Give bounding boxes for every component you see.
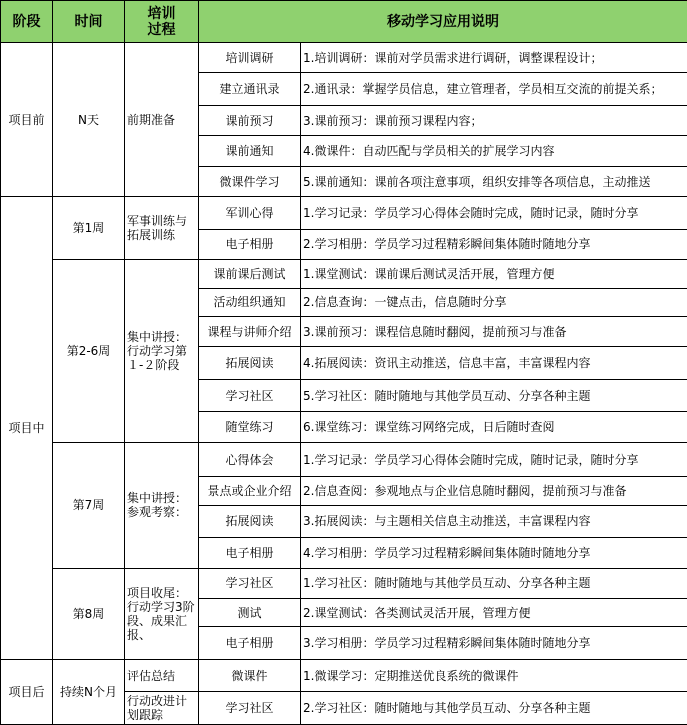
header-row <box>1 1 687 43</box>
table-row <box>1 260 687 288</box>
table-row <box>1 568 687 598</box>
desc-cell: 1.培训调研：课前对学员需求进行调研，调整课程设计； <box>301 43 687 73</box>
desc-cell: 3.学习相册：学员学习过程精彩瞬间集体随时随地分享 <box>301 627 687 659</box>
desc-cell: 5.学习社区：随时随地与其他学员互动、分享各种主题 <box>301 379 687 411</box>
process-cell: 评估总结 <box>125 659 199 691</box>
process-cell: 项目收尾：行动学习3阶段、成果汇报、 <box>125 568 199 659</box>
header-stage: 阶段 <box>1 1 53 43</box>
desc-cell: 1.课堂测试：课前课后测试灵活开展，管理方便 <box>301 260 687 288</box>
item-cell: 活动组织通知 <box>199 288 301 316</box>
time-cell: 第2-6周 <box>53 260 125 443</box>
item-cell: 心得体会 <box>199 442 301 477</box>
process-cell: 前期准备 <box>125 43 199 197</box>
item-cell: 拓展阅读 <box>199 505 301 537</box>
process-cell: 集中讲授：行动学习第１-２阶段 <box>125 260 199 443</box>
desc-cell: 5.课前通知：课前各项注意事项，组织安排等各项信息，主动推送 <box>301 166 687 196</box>
item-cell: 课程与讲师介绍 <box>199 316 301 346</box>
desc-cell: 2.信息查阅：参观地点与企业信息随时翻阅，提前预习与准备 <box>301 477 687 505</box>
table-row <box>1 197 687 229</box>
time-cell: 持续N个月 <box>53 659 125 724</box>
item-cell: 课前课后测试 <box>199 260 301 288</box>
time-cell: 第8周 <box>53 568 125 659</box>
item-cell: 电子相册 <box>199 627 301 659</box>
desc-cell: 1.学习记录：学员学习心得体会随时完成，随时记录，随时分享 <box>301 442 687 477</box>
item-cell: 学习社区 <box>199 692 301 725</box>
desc-cell: 1.学习社区：随时随地与其他学员互动、分享各种主题 <box>301 568 687 598</box>
time-cell: 第1周 <box>53 197 125 260</box>
desc-cell: 3.课前预习：课前预习课程内容； <box>301 105 687 135</box>
desc-cell: 3.拓展阅读：与主题相关信息主动推送，丰富课程内容 <box>301 505 687 537</box>
item-cell: 景点或企业介绍 <box>199 477 301 505</box>
item-cell: 学习社区 <box>199 568 301 598</box>
item-cell: 课前通知 <box>199 136 301 166</box>
header-process <box>125 1 199 43</box>
item-cell: 学习社区 <box>199 379 301 411</box>
header-process-line1: 培训 <box>147 5 176 22</box>
item-cell: 军训心得 <box>199 197 301 229</box>
item-cell: 随堂练习 <box>199 412 301 442</box>
item-cell: 培训调研 <box>199 43 301 73</box>
table-row <box>1 43 687 73</box>
stage-cell: 项目中 <box>1 197 53 660</box>
item-cell: 拓展阅读 <box>199 347 301 379</box>
item-cell: 建立通讯录 <box>199 73 301 105</box>
desc-cell: 2.通讯录：掌握学员信息，建立管理者，学员相互交流的前提关系； <box>301 73 687 105</box>
item-cell: 电子相册 <box>199 538 301 568</box>
header-process-line2: 过程 <box>147 21 176 38</box>
stage-cell: 项目后 <box>1 659 53 724</box>
desc-cell: 1.学习记录：学员学习心得体会随时完成，随时记录，随时分享 <box>301 197 687 229</box>
item-cell: 测试 <box>199 599 301 627</box>
header-desc: 移动学习应用说明 <box>199 1 687 43</box>
desc-cell: 4.学习相册：学员学习过程精彩瞬间集体随时随地分享 <box>301 538 687 568</box>
desc-cell: 4.微课件：自动匹配与学员相关的扩展学习内容 <box>301 136 687 166</box>
item-cell: 微课件 <box>199 659 301 691</box>
desc-cell: 2.信息查询：一键点击，信息随时分享 <box>301 288 687 316</box>
desc-cell: 1.微课学习：定期推送优良系统的微课件 <box>301 659 687 691</box>
desc-cell: 3.课前预习：课程信息随时翻阅，提前预习与准备 <box>301 316 687 346</box>
process-cell: 集中讲授：参观考察： <box>125 442 199 568</box>
time-cell: 第7周 <box>53 442 125 568</box>
stage-cell: 项目前 <box>1 43 53 197</box>
item-cell: 微课件学习 <box>199 166 301 196</box>
table-row <box>1 442 687 477</box>
desc-cell: 6.课堂练习：课堂练习网络完成，日后随时查阅 <box>301 412 687 442</box>
process-cell: 军事训练与拓展训练 <box>125 197 199 260</box>
table-row <box>1 659 687 691</box>
item-cell: 电子相册 <box>199 229 301 259</box>
desc-cell: 2.学习相册：学员学习过程精彩瞬间集体随时随地分享 <box>301 229 687 259</box>
desc-cell: 4.拓展阅读：资讯主动推送，信息丰富，丰富课程内容 <box>301 347 687 379</box>
desc-cell: 2.学习社区：随时随地与其他学员互动、分享各种主题 <box>301 692 687 725</box>
time-cell: N天 <box>53 43 125 197</box>
item-cell: 课前预习 <box>199 105 301 135</box>
process-cell: 行动改进计划跟踪 <box>125 692 199 725</box>
desc-cell: 2.课堂测试：各类测试灵活开展，管理方便 <box>301 599 687 627</box>
header-time: 时间 <box>53 1 125 43</box>
